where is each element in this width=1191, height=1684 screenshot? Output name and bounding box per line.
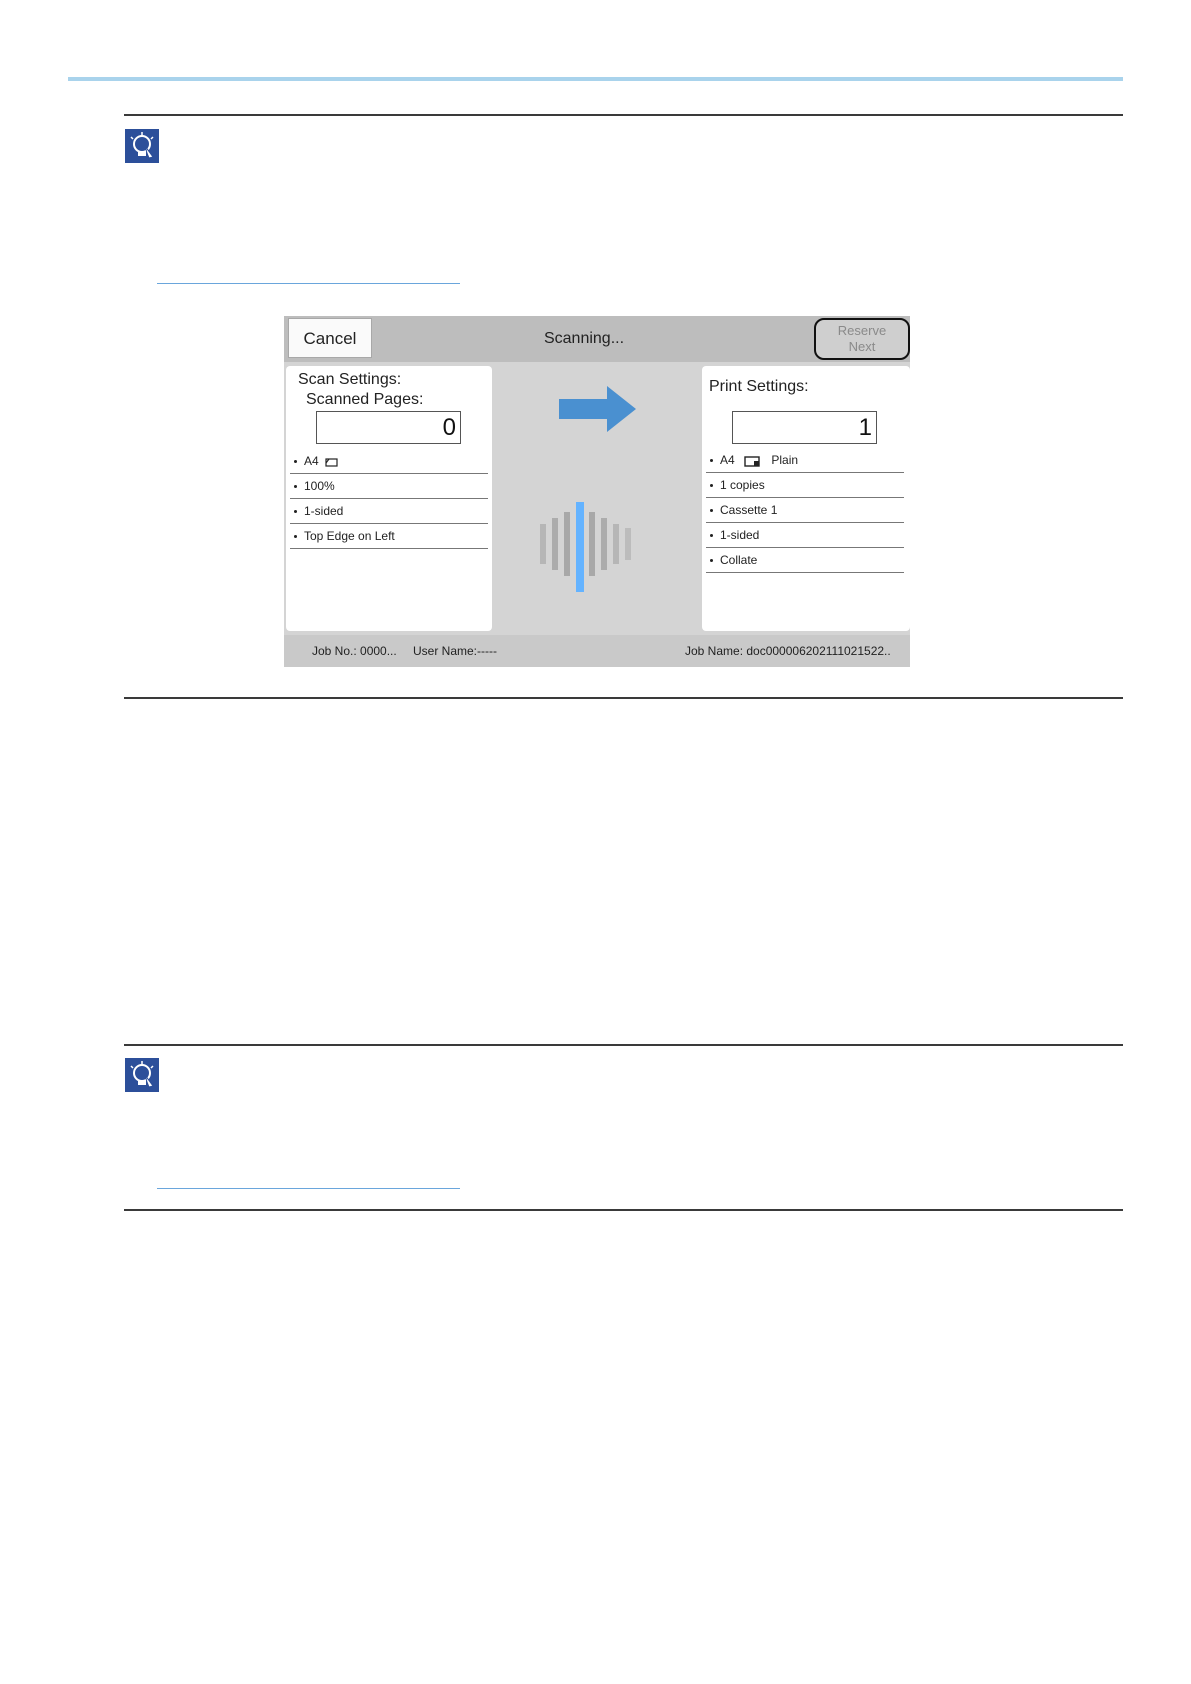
print-paper-source: Cassette 1 bbox=[720, 503, 778, 517]
scan-duplex: 1-sided bbox=[304, 504, 344, 518]
reserve-next-label-line2: Next bbox=[848, 339, 876, 354]
hint-bottom-divider bbox=[124, 1209, 1123, 1211]
print-paper-type: Plain bbox=[771, 453, 799, 467]
print-settings-title: Print Settings: bbox=[709, 378, 809, 395]
list-item bbox=[706, 448, 904, 473]
list-item bbox=[290, 474, 488, 499]
reserve-next-button[interactable] bbox=[814, 318, 910, 360]
print-collate: Collate bbox=[720, 553, 758, 567]
hint-bulb-icon bbox=[125, 1058, 159, 1092]
paper-orientation-icon bbox=[324, 457, 339, 467]
print-paper-size: A4 bbox=[720, 453, 735, 467]
scanning-status: Scanning... bbox=[543, 330, 625, 347]
paper-orientation-icon bbox=[744, 455, 762, 467]
list-item bbox=[706, 523, 904, 548]
scan-paper-size: A4 bbox=[304, 454, 319, 468]
scan-settings-card bbox=[286, 366, 492, 631]
print-duplex: 1-sided bbox=[720, 528, 760, 542]
copies-counter: 1 bbox=[732, 411, 877, 444]
list-item bbox=[290, 499, 488, 524]
list-item bbox=[290, 524, 488, 549]
cancel-button[interactable]: Cancel bbox=[288, 318, 372, 358]
hint-reference-link-underline[interactable] bbox=[157, 283, 460, 284]
scanning-waveform-icon bbox=[534, 494, 634, 594]
section-divider bbox=[124, 697, 1123, 699]
scan-settings-title: Scan Settings: bbox=[298, 371, 402, 388]
list-item bbox=[706, 473, 904, 498]
job-name: Job Name: doc000006202111021522.. bbox=[685, 644, 891, 658]
reserve-next-label-line1: Reserve bbox=[837, 323, 887, 338]
list-item bbox=[706, 498, 904, 523]
arrow-right-icon bbox=[559, 384, 639, 434]
user-name: User Name:----- bbox=[413, 644, 497, 658]
scan-orientation: Top Edge on Left bbox=[304, 529, 395, 543]
print-copies: 1 copies bbox=[720, 478, 765, 492]
scan-zoom: 100% bbox=[304, 479, 335, 493]
hint-reference-link-underline[interactable] bbox=[157, 1188, 460, 1189]
list-item bbox=[706, 548, 904, 573]
scan-job-panel bbox=[284, 316, 910, 667]
print-settings-list bbox=[706, 448, 904, 573]
scanned-pages-label: Scanned Pages: bbox=[306, 391, 424, 408]
job-number: Job No.: 0000... bbox=[312, 644, 397, 658]
scan-settings-list bbox=[290, 449, 488, 549]
job-info-footer bbox=[284, 635, 910, 667]
hint-bulb-icon bbox=[125, 129, 159, 163]
page-top-rule bbox=[68, 77, 1123, 81]
list-item bbox=[290, 449, 488, 474]
hint-top-divider bbox=[124, 1044, 1123, 1046]
scanned-pages-counter: 0 bbox=[316, 411, 461, 444]
print-settings-card bbox=[702, 366, 910, 631]
hint-top-divider bbox=[124, 114, 1123, 116]
